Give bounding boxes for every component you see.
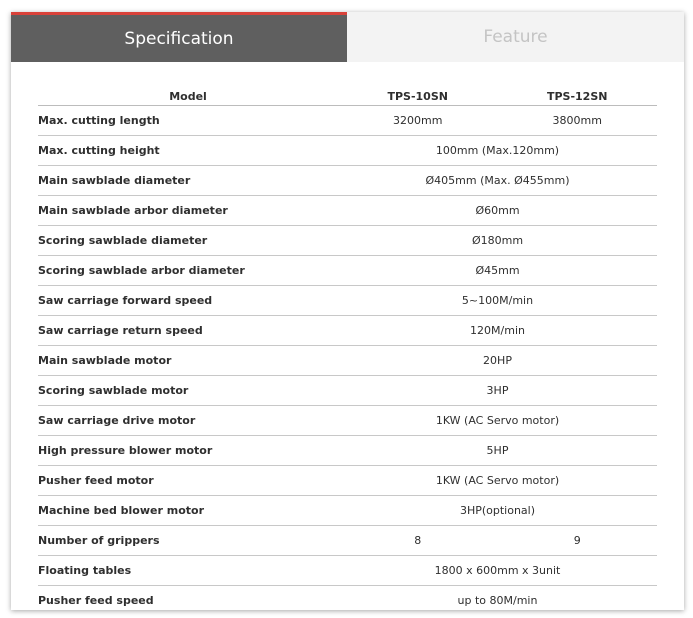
row-value: 1KW (AC Servo motor) [338, 466, 657, 496]
table-row [38, 586, 657, 611]
row-label: Pusher feed motor [38, 466, 338, 496]
row-value: Ø405mm (Max. Ø455mm) [338, 166, 657, 196]
table-row [38, 316, 657, 346]
header-tps-10sn: TPS-10SN [338, 87, 497, 106]
row-label: High pressure blower motor [38, 436, 338, 466]
row-value: 3HP [338, 376, 657, 406]
row-label: Saw carriage forward speed [38, 286, 338, 316]
tab-bar [11, 12, 684, 62]
row-value: up to 80M/min [457, 594, 538, 607]
table-row [38, 466, 657, 496]
table-row [38, 376, 657, 406]
row-value-tps-12sn: 9 [497, 526, 657, 556]
row-value: 3HP(optional) [338, 496, 657, 526]
header-model: Model [38, 87, 338, 106]
row-value-tps-10sn: 3200mm [338, 106, 497, 136]
table-row [38, 346, 657, 376]
row-value: 100mm (Max.120mm) [338, 136, 657, 166]
table-row [38, 526, 657, 556]
tab-specification[interactable]: Specification [11, 12, 347, 62]
spec-panel [11, 12, 684, 610]
table-row [38, 556, 657, 586]
table-row [38, 136, 657, 166]
row-value: Ø60mm [338, 196, 657, 226]
spec-table [38, 87, 657, 610]
row-label: Main sawblade motor [38, 346, 338, 376]
row-label: Number of grippers [38, 526, 338, 556]
row-label: Scoring sawblade diameter [38, 226, 338, 256]
row-label: Scoring sawblade motor [38, 376, 338, 406]
row-label: Max. cutting height [38, 136, 338, 166]
table-row [38, 256, 657, 286]
row-value: Ø45mm [338, 256, 657, 286]
header-tps-12sn: TPS-12SN [497, 87, 657, 106]
table-row [38, 496, 657, 526]
table-row [38, 406, 657, 436]
tab-feature[interactable]: Feature [347, 12, 684, 62]
row-value: 1800 x 600mm x 3unit [338, 556, 657, 586]
row-label: Pusher feed speed [38, 594, 154, 607]
row-label: Scoring sawblade arbor diameter [38, 256, 338, 286]
row-value: 1KW (AC Servo motor) [338, 406, 657, 436]
row-label: Saw carriage return speed [38, 316, 338, 346]
table-row [38, 286, 657, 316]
row-value: 20HP [338, 346, 657, 376]
table-row [38, 436, 657, 466]
row-label: Floating tables [38, 556, 338, 586]
table-row [38, 196, 657, 226]
table-row [38, 106, 657, 136]
row-label: Max. cutting length [38, 106, 338, 136]
row-value-tps-12sn: 3800mm [497, 106, 657, 136]
row-label: Main sawblade diameter [38, 166, 338, 196]
row-value: 5~100M/min [338, 286, 657, 316]
row-value: 120M/min [338, 316, 657, 346]
row-value: Ø180mm [338, 226, 657, 256]
row-label: Saw carriage drive motor [38, 406, 338, 436]
row-label: Machine bed blower motor [38, 496, 338, 526]
row-value: 5HP [338, 436, 657, 466]
row-label: Main sawblade arbor diameter [38, 196, 338, 226]
table-row [38, 226, 657, 256]
table-row [38, 166, 657, 196]
table-header-row [38, 87, 657, 106]
row-value-tps-10sn: 8 [338, 526, 497, 556]
